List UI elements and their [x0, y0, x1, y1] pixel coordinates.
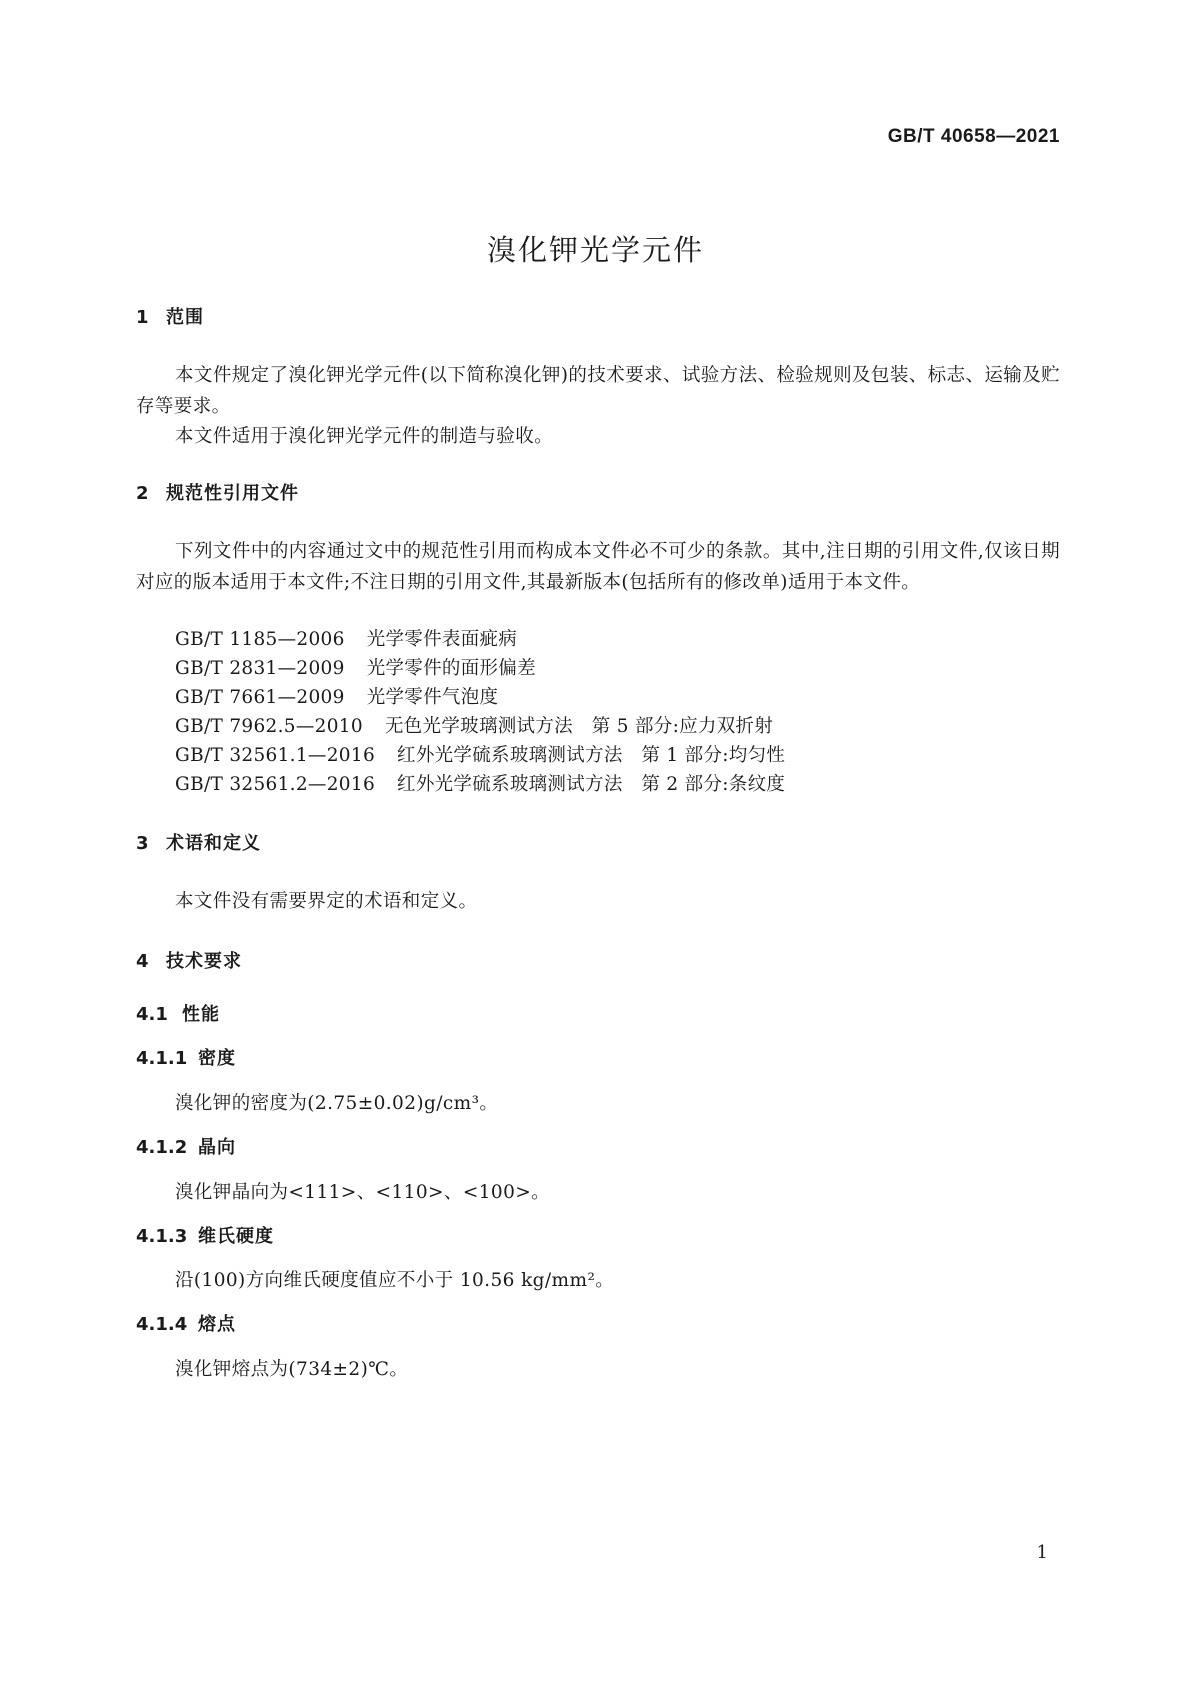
paragraph-vickers-hardness: 沿(100)方向维氏硬度值应不小于 10.56 kg/mm²。: [175, 1270, 615, 1291]
reference-code: GB/T 7962.5—2010: [175, 716, 363, 737]
section-heading-scope: [136, 307, 204, 329]
reference-item: [175, 657, 536, 681]
page-number: 1: [1036, 1542, 1048, 1563]
reference-name: 光学零件气泡度: [366, 687, 499, 708]
section-number: 2: [136, 483, 149, 504]
reference-code: GB/T 1185—2006: [175, 629, 345, 650]
reference-name: 光学零件的面形偏差: [366, 658, 536, 679]
section-heading-normative-references: [136, 483, 299, 505]
section-title: 熔点: [198, 1314, 236, 1335]
section-title: 技术要求: [166, 951, 242, 972]
paragraph-scope-1: 本文件规定了溴化钾光学元件(以下简称溴化钾)的技术要求、试验方法、检验规则及包装、标志、运输及贮存等要求。: [136, 365, 1060, 417]
section-title: 术语和定义: [166, 833, 261, 854]
section-number: 4.1: [136, 1004, 168, 1025]
section-title: 晶向: [198, 1137, 236, 1158]
section-number: 4: [136, 951, 149, 972]
section-title: 规范性引用文件: [166, 483, 299, 504]
standard-code: GB/T 40658—2021: [887, 126, 1060, 147]
section-heading-terms: [136, 833, 261, 855]
document-title: 溴化钾光学元件: [486, 233, 704, 267]
subsection-heading-melting-point: [136, 1314, 236, 1336]
section-title: 性能: [182, 1004, 220, 1025]
section-number: 1: [136, 307, 149, 328]
section-title: 维氏硬度: [198, 1226, 274, 1247]
reference-item: [175, 628, 517, 652]
reference-item: [175, 744, 785, 768]
section-heading-technical-requirements: [136, 951, 242, 973]
section-number: 4.1.3: [136, 1226, 188, 1247]
reference-code: GB/T 2831—2009: [175, 658, 345, 679]
paragraph-terms: 本文件没有需要界定的术语和定义。: [175, 891, 478, 912]
paragraph-density: 溴化钾的密度为(2.75±0.02)g/cm³。: [175, 1093, 499, 1114]
reference-name: 红外光学硫系玻璃测试方法 第 1 部分:均匀性: [397, 745, 786, 766]
subsection-heading-density: [136, 1048, 236, 1070]
reference-name: 红外光学硫系玻璃测试方法 第 2 部分:条纹度: [397, 774, 786, 795]
subsection-heading-crystal-orientation: [136, 1137, 236, 1159]
reference-code: GB/T 32561.1—2016: [175, 745, 376, 766]
section-title: 范围: [166, 307, 204, 328]
reference-item: [175, 715, 773, 739]
reference-name: 无色光学玻璃测试方法 第 5 部分:应力双折射: [384, 716, 774, 737]
section-number: 4.1.1: [136, 1048, 188, 1069]
section-number: 4.1.2: [136, 1137, 188, 1158]
section-title: 密度: [198, 1048, 236, 1069]
reference-item: [175, 773, 785, 797]
reference-code: GB/T 7661—2009: [175, 687, 345, 708]
subsection-heading-performance: [136, 1004, 220, 1026]
paragraph-crystal-orientation: 溴化钾晶向为<111>、<110>、<100>。: [175, 1182, 551, 1203]
paragraph-melting-point: 溴化钾熔点为(734±2)℃。: [175, 1359, 409, 1380]
reference-item: [175, 686, 498, 710]
section-number: 4.1.4: [136, 1314, 188, 1335]
reference-code: GB/T 32561.2—2016: [175, 774, 376, 795]
paragraph-references-intro: 下列文件中的内容通过文中的规范性引用而构成本文件必不可少的条款。其中,注日期的引用文件,仅该日期对应的版本适用于本文件;不注日期的引用文件,其最新版本(包括所有的修改单)适用于本文件。: [136, 541, 1060, 593]
reference-name: 光学零件表面疵病: [366, 629, 518, 650]
section-number: 3: [136, 833, 149, 854]
paragraph-scope-2: 本文件适用于溴化钾光学元件的制造与验收。: [175, 426, 554, 447]
subsection-heading-vickers-hardness: [136, 1226, 274, 1248]
